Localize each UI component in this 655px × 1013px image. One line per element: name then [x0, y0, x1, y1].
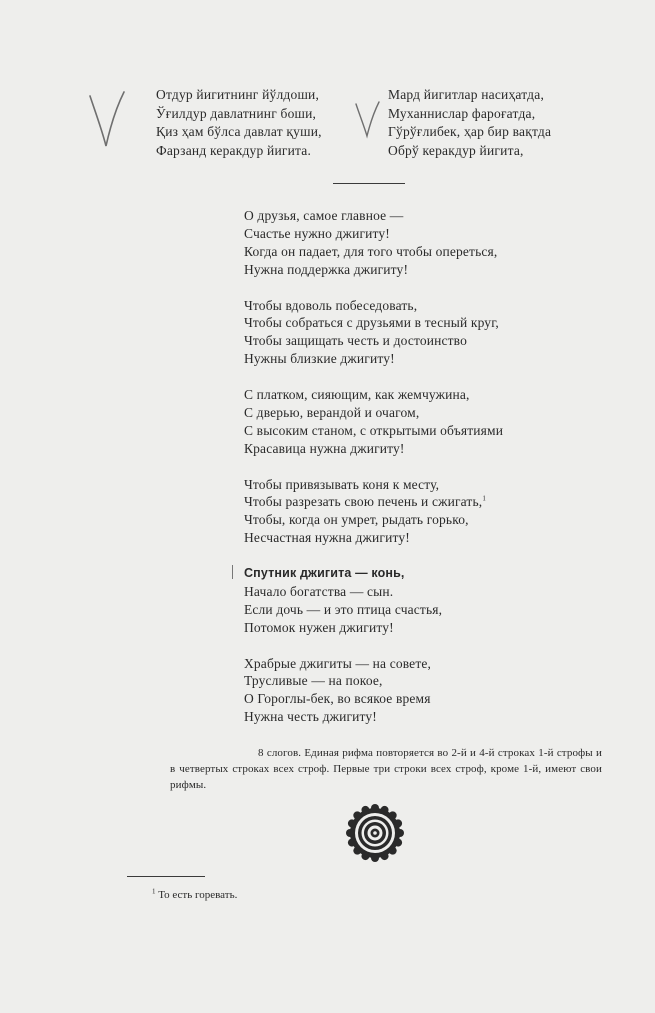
- original-line: Ўғилдур давлатнинг боши,: [156, 105, 317, 121]
- poem-line: Начало богатства — сын.: [244, 583, 394, 599]
- footnote: [152, 888, 237, 902]
- rosette-petal: [353, 847, 361, 855]
- footnote-text: То есть горевать.: [158, 889, 238, 901]
- poem-line: Нужны близкие джигиту!: [244, 351, 395, 367]
- original-left-column: [156, 86, 322, 160]
- stanza-6: [244, 655, 503, 727]
- poem-line: С платком, сияющим, как жемчужина,: [244, 387, 470, 403]
- stanza-3: [244, 386, 503, 458]
- poem-line: Нужна честь джигиту!: [244, 709, 377, 725]
- metrical-note: 8 слогов. Единая рифма повторяется во 2-й и 4-й строках 1-й строфы и в четвертых строках всех строф. Первые три строки всех строф, кроме 1-й, имеют свои рифмы.: [170, 747, 602, 791]
- pencil-checkmark-icon: [352, 98, 382, 140]
- rosette-petal: [396, 829, 404, 837]
- footnote-number: 1: [152, 887, 156, 896]
- poem-line: Трусливые — на покое,: [244, 673, 383, 689]
- rosette-petal: [394, 839, 402, 847]
- margin-mark: [232, 565, 233, 579]
- poem-line: Красавица нужна джигиту!: [244, 440, 405, 456]
- poem-line: Храбрые джигиты — на совете,: [244, 655, 432, 671]
- rosette-petal: [361, 806, 369, 814]
- rosette-ornament-icon: [345, 803, 405, 863]
- pencil-checkmark-icon: [86, 88, 128, 152]
- poem-line: Когда он падает, для того чтобы опереться,: [244, 243, 498, 259]
- poem-line: Чтобы привязывать коня к месту,: [244, 476, 440, 492]
- original-line: Обрў керакдур йигита,: [388, 142, 524, 158]
- section-divider: [333, 183, 405, 184]
- poem-line: Если дочь — и это птица счастья,: [244, 601, 443, 617]
- poem-line-text: Чтобы разрезать свою печень и сжигать,: [244, 494, 483, 510]
- poem-line: О друзья, самое главное —: [244, 208, 404, 223]
- stanza-2: [244, 297, 503, 369]
- rosette-petal: [348, 839, 356, 847]
- rosette-petal: [371, 804, 379, 812]
- rosette-petal: [361, 852, 369, 860]
- original-line: Муханнислар фароғатда,: [388, 105, 536, 121]
- poem-line: О Гороглы-бек, во всякое время: [244, 691, 431, 707]
- footnote-rule: [127, 876, 205, 877]
- original-line: Қиз ҳам бўлса давлат қуши,: [156, 124, 322, 139]
- stanza-4: [244, 476, 503, 548]
- poem-line: Чтобы, когда он умрет, рыдать горько,: [244, 512, 469, 528]
- poem-line: Чтобы защищать честь и достоинство: [244, 333, 468, 349]
- stanza-5: [244, 565, 503, 637]
- poem-line: С высоким станом, с открытыми объятиями: [244, 422, 504, 438]
- poem-line: Потомок нужен джигиту!: [244, 619, 394, 635]
- rosette-petal: [348, 819, 356, 827]
- translation-poem: [244, 207, 503, 744]
- poem-line: Чтобы собраться с друзьями в тесный круг,: [244, 315, 499, 331]
- rosette-petal: [389, 811, 397, 819]
- rosette-petal: [394, 819, 402, 827]
- original-line: Мард йигитлар насиҳатда,: [388, 87, 545, 102]
- poem-line: Счастье нужно джигиту!: [244, 225, 390, 241]
- rosette-petal: [381, 806, 389, 814]
- poem-line: [244, 493, 503, 511]
- rosette-petal: [371, 854, 379, 862]
- poem-line: Спутник джигита — конь,: [244, 566, 405, 581]
- stanza-1: [244, 207, 503, 279]
- poem-line: С дверью, верандой и очагом,: [244, 404, 420, 420]
- rosette-petal: [381, 852, 389, 860]
- rosette-petal: [389, 847, 397, 855]
- rosette-petal: [346, 829, 354, 837]
- original-right-column: [388, 86, 551, 160]
- footnote-reference: 1: [482, 494, 486, 503]
- rosette-petal: [353, 811, 361, 819]
- original-line: Гўрўғлибек, ҳар бир вақтда: [388, 124, 552, 139]
- original-line: Отдур йигитнинг йўлдоши,: [156, 87, 320, 102]
- original-line: Фарзанд керакдур йигита.: [156, 142, 312, 158]
- poem-line: Чтобы вдоволь побеседовать,: [244, 297, 418, 313]
- poem-line: Несчастная нужна джигиту!: [244, 530, 410, 546]
- poem-line: Нужна поддержка джигиту!: [244, 261, 409, 277]
